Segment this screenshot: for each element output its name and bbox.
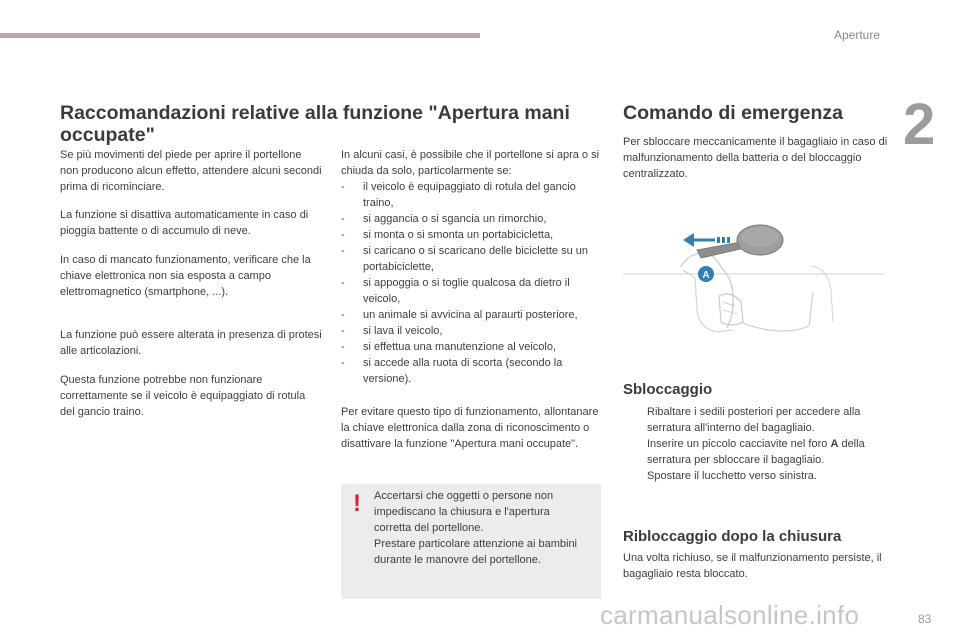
relocking-subtitle: Ribloccaggio dopo la chiusura [623, 528, 842, 545]
section-header: Aperture [834, 28, 881, 42]
list-item: - si caricano o si scaricano delle biciclette su un portabiciclette, [341, 245, 589, 273]
left-paragraph-2: La funzione si disattiva automaticamente in caso di pioggia battente o di accumulo di neve. [60, 209, 309, 237]
trunk-lock-illustration [623, 222, 885, 367]
middle-outro: Per evitare questo tipo di funzionamento, allontanare la chiave elettronica dalla zona di riconoscimento o disattivare la funzione "Apertura mani occupate". [341, 406, 599, 450]
list-item: - il veicolo è equipaggiato di rotula del gancio traino, [341, 181, 576, 209]
left-paragraph-1: Se più movimenti del piede per aprire il portellone non producono alcun effetto, attendere alcuni secondi prima di ricominciare. [60, 149, 322, 193]
watermark: carmanualsonline.info [600, 600, 860, 630]
list-item: - si effettua una manutenzione al veicolo, [341, 341, 557, 353]
step-item: Ribaltare i sedili posteriori per accedere alla serratura all'interno del bagagliaio. [647, 406, 861, 434]
step-item: Spostare il lucchetto verso sinistra. [647, 470, 817, 482]
warning-box [341, 484, 601, 599]
warning-text: Accertarsi che oggetti o persone non impediscano la chiusura e l'apertura corretta del portellone. Prestare particolare attenzione ai bambini durante le manovre del portellone. [374, 490, 578, 566]
list-item: - si appoggia o si toglie qualcosa da dietro il veicolo, [341, 277, 570, 305]
list-item: - si aggancia o si sgancia un rimorchio, [341, 213, 547, 225]
situations-list [341, 179, 603, 387]
unlocking-subtitle: Sbloccaggio [623, 381, 713, 398]
list-item: - si accede alla ruota di scorta (secondo la versione). [341, 357, 563, 385]
unlocking-steps [623, 404, 888, 484]
left-paragraph-5: Questa funzione potrebbe non funzionare correttamente se il veicolo è equipaggiato di rotula del gancio traino. [60, 374, 306, 418]
top-accent-bar [0, 33, 480, 38]
warning-exclamation-icon: ! [353, 490, 361, 517]
label-a: A [702, 270, 710, 281]
middle-intro: In alcuni casi, è possibile che il portellone si apra o si chiuda da solo, particolarmente se: [341, 149, 600, 177]
main-title: Raccomandazioni relative alla funzione "Apertura mani occupate" [60, 102, 570, 146]
left-paragraph-3: In caso di mancato funzionamento, verificare che la chiave elettronica non sia esposta a campo elettromagnetico (smartphone, ...). [60, 254, 311, 298]
left-paragraph-4: La funzione può essere alterata in presenza di protesi alle articolazioni. [60, 329, 322, 357]
emergency-command-title: Comando di emergenza [623, 102, 843, 124]
emergency-intro: Per sbloccare meccanicamente il bagagliaio in caso di malfunzionamento della batteria o del bloccaggio centralizzato. [623, 136, 888, 180]
page-number: 83 [918, 612, 932, 626]
list-item: - un animale si avvicina al paraurti posteriore, [341, 309, 578, 321]
list-item: - si lava il veicolo, [341, 325, 443, 337]
step-item: Inserire un piccolo cacciavite nel foro A della serratura per sbloccare il bagagliaio. [647, 438, 865, 466]
relocking-paragraph: Una volta richiuso, se il malfunzionamento persiste, il bagagliaio resta bloccato. [623, 552, 882, 580]
chapter-number: 2 [903, 92, 936, 157]
list-item: - si monta o si smonta un portabicicletta, [341, 229, 554, 241]
